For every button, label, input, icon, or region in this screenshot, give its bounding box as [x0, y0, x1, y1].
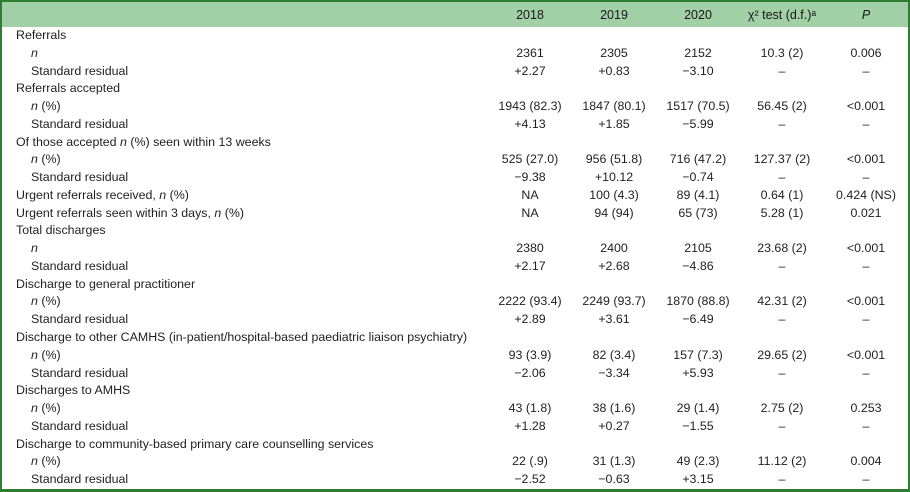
value-cell [572, 222, 656, 240]
value-cell [488, 436, 572, 454]
value-cell: 2305 [600, 45, 628, 60]
value-cell: −9.38 [514, 170, 546, 185]
row-label: n (%) [31, 347, 61, 362]
table-row [2, 98, 908, 116]
value-cell: −2.06 [514, 365, 546, 380]
value-cell [740, 27, 824, 45]
value-cell [572, 276, 656, 294]
row-label: Referrals accepted [16, 81, 120, 96]
value-cell: +2.68 [598, 258, 630, 273]
value-cell: 5.28 (1) [760, 205, 804, 220]
value-cell: −0.74 [682, 170, 714, 185]
table-row [2, 205, 908, 223]
value-cell: 1847 (80.1) [582, 99, 646, 114]
row-label: Discharges to AMHS [16, 383, 131, 398]
table-body [2, 27, 908, 489]
value-cell [824, 382, 908, 400]
value-cell: +10.12 [594, 170, 634, 185]
table-row [2, 80, 908, 98]
value-cell: – [862, 170, 870, 185]
row-label: Discharge to other CAMHS (in-patient/hospital-based paediatric liaison psychiatry) [16, 330, 468, 345]
value-cell: −3.34 [598, 365, 630, 380]
value-cell [488, 134, 572, 152]
value-cell: 0.006 [850, 45, 882, 60]
value-cell: 0.253 [850, 401, 882, 416]
value-cell: −4.86 [682, 258, 714, 273]
value-cell: 10.3 (2) [760, 45, 804, 60]
row-label: Standard residual [31, 472, 129, 487]
value-cell [572, 329, 656, 347]
table-row [2, 382, 908, 400]
row-label: Discharge to community-based primary care counselling services [16, 436, 374, 451]
table-row [2, 240, 908, 258]
row-label: Standard residual [31, 116, 129, 131]
value-cell [656, 276, 740, 294]
value-cell: <0.001 [846, 294, 886, 309]
table-row [2, 222, 908, 240]
value-cell: +2.17 [514, 258, 546, 273]
value-cell: +2.89 [514, 312, 546, 327]
value-cell: 100 (4.3) [589, 187, 639, 202]
value-cell: −2.52 [514, 472, 546, 487]
table-row [2, 134, 908, 152]
value-cell [572, 27, 656, 45]
value-cell [824, 222, 908, 240]
value-cell: – [862, 116, 870, 131]
value-cell: 56.45 (2) [757, 99, 807, 114]
value-cell [824, 276, 908, 294]
value-cell: 94 (94) [594, 205, 634, 220]
value-cell: 29.65 (2) [757, 347, 807, 362]
value-cell: 2105 [684, 241, 712, 256]
row-label: Standard residual [31, 312, 129, 327]
value-cell [740, 329, 824, 347]
value-cell [572, 80, 656, 98]
value-cell: – [778, 170, 786, 185]
value-cell: – [862, 418, 870, 433]
table-row [2, 27, 908, 45]
value-cell: <0.001 [846, 241, 886, 256]
value-cell [488, 329, 572, 347]
value-cell: 525 (27.0) [501, 152, 559, 167]
value-cell: 1870 (88.8) [666, 294, 730, 309]
row-label: Total discharges [16, 223, 106, 238]
value-cell: <0.001 [846, 99, 886, 114]
value-cell [824, 27, 908, 45]
row-label: Discharge to general practitioner [16, 276, 196, 291]
row-label: Standard residual [31, 258, 129, 273]
value-cell: 31 (1.3) [592, 454, 636, 469]
header-row-label-spacer [2, 2, 488, 27]
table-row [2, 347, 908, 365]
row-label: Standard residual [31, 365, 129, 380]
table-row [2, 400, 908, 418]
value-cell: 716 (47.2) [669, 152, 727, 167]
row-label: n [31, 241, 38, 256]
row-label: Standard residual [31, 63, 129, 78]
value-cell: 2400 [600, 241, 628, 256]
value-cell [740, 222, 824, 240]
value-cell [572, 134, 656, 152]
table-row [2, 329, 908, 347]
value-cell: +1.85 [598, 116, 630, 131]
value-cell: 23.68 (2) [757, 241, 807, 256]
value-cell: 65 (73) [678, 205, 718, 220]
value-cell: 2361 [516, 45, 544, 60]
value-cell: – [862, 258, 870, 273]
header-year-2020: 2020 [656, 2, 740, 27]
value-cell: 2249 (93.7) [582, 294, 646, 309]
value-cell: 1943 (82.3) [498, 99, 562, 114]
header-row [2, 2, 908, 27]
value-cell [824, 134, 908, 152]
value-cell: −1.55 [682, 418, 714, 433]
row-label: Standard residual [31, 170, 129, 185]
table-row [2, 293, 908, 311]
table-row [2, 311, 908, 329]
header-year-2019: 2019 [572, 2, 656, 27]
table-row [2, 365, 908, 383]
table-row [2, 453, 908, 471]
value-cell: 2.75 (2) [760, 401, 804, 416]
table-row [2, 436, 908, 454]
value-cell [824, 80, 908, 98]
table-row [2, 169, 908, 187]
row-label: Urgent referrals seen within 3 days, n (%) [16, 205, 244, 220]
value-cell: 11.12 (2) [757, 454, 807, 469]
table-row [2, 258, 908, 276]
value-cell: – [778, 116, 786, 131]
value-cell: 93 (3.9) [508, 347, 552, 362]
value-cell: +0.83 [598, 63, 630, 78]
value-cell: 43 (1.8) [508, 401, 552, 416]
value-cell: +5.93 [682, 365, 714, 380]
row-label: Urgent referrals received, n (%) [16, 187, 189, 202]
header-p-value: P [824, 2, 908, 27]
value-cell: 22 (.9) [512, 454, 548, 469]
value-cell [656, 382, 740, 400]
value-cell: – [778, 312, 786, 327]
value-cell: 38 (1.6) [592, 401, 636, 416]
value-cell: 0.64 (1) [760, 187, 804, 202]
value-cell: – [862, 472, 870, 487]
value-cell [740, 80, 824, 98]
row-label: n (%) [31, 152, 61, 167]
table-row [2, 276, 908, 294]
row-label: n [31, 45, 38, 60]
row-label: n (%) [31, 454, 61, 469]
value-cell: – [778, 418, 786, 433]
value-cell [740, 382, 824, 400]
value-cell: +4.13 [514, 116, 546, 131]
header-year-2018: 2018 [488, 2, 572, 27]
value-cell: NA [521, 187, 539, 202]
value-cell: +3.15 [682, 472, 714, 487]
value-cell: – [778, 63, 786, 78]
value-cell: −6.49 [682, 312, 714, 327]
table-row [2, 151, 908, 169]
value-cell [656, 80, 740, 98]
value-cell: NA [521, 205, 539, 220]
value-cell: 127.37 (2) [753, 152, 811, 167]
value-cell: −5.99 [682, 116, 714, 131]
value-cell [740, 276, 824, 294]
row-label: n (%) [31, 401, 61, 416]
table-row [2, 45, 908, 63]
value-cell [488, 276, 572, 294]
value-cell [824, 329, 908, 347]
row-label: n (%) [31, 294, 61, 309]
value-cell [572, 436, 656, 454]
value-cell: – [778, 258, 786, 273]
table-row [2, 471, 908, 489]
value-cell: – [862, 312, 870, 327]
value-cell: – [862, 63, 870, 78]
referrals-discharges-table [2, 2, 908, 489]
value-cell: +3.61 [598, 312, 630, 327]
value-cell [656, 27, 740, 45]
table-row [2, 116, 908, 134]
row-label: Of those accepted n (%) seen within 13 weeks [16, 134, 271, 149]
value-cell: 49 (2.3) [676, 454, 720, 469]
value-cell [488, 27, 572, 45]
row-label: Referrals [16, 28, 67, 42]
value-cell [488, 382, 572, 400]
value-cell: 0.004 [850, 454, 882, 469]
value-cell [656, 329, 740, 347]
value-cell [656, 134, 740, 152]
value-cell [656, 436, 740, 454]
value-cell: 0.424 (NS) [836, 187, 896, 202]
table-row [2, 418, 908, 436]
value-cell: 82 (3.4) [592, 347, 636, 362]
value-cell: −0.63 [598, 472, 630, 487]
value-cell: <0.001 [846, 347, 886, 362]
value-cell: 956 (51.8) [585, 152, 643, 167]
value-cell: – [862, 365, 870, 380]
value-cell [488, 80, 572, 98]
table-row [2, 63, 908, 81]
value-cell: 157 (7.3) [673, 347, 723, 362]
value-cell: +0.27 [598, 418, 630, 433]
value-cell [488, 222, 572, 240]
value-cell [740, 134, 824, 152]
value-cell: 42.31 (2) [757, 294, 807, 309]
value-cell: 2222 (93.4) [498, 294, 562, 309]
value-cell [572, 382, 656, 400]
value-cell: +1.28 [514, 418, 546, 433]
value-cell: 0.021 [850, 205, 882, 220]
row-label: n (%) [31, 99, 61, 114]
value-cell: – [778, 365, 786, 380]
value-cell: −3.10 [682, 63, 714, 78]
value-cell: 1517 (70.5) [666, 99, 730, 114]
value-cell: <0.001 [846, 152, 886, 167]
value-cell: – [778, 472, 786, 487]
header-chi-square-test: χ² test (d.f.)ᵃ [740, 2, 824, 27]
value-cell: 89 (4.1) [676, 187, 720, 202]
value-cell [656, 222, 740, 240]
row-label: Standard residual [31, 418, 129, 433]
value-cell [740, 436, 824, 454]
value-cell: 2380 [516, 241, 544, 256]
value-cell [824, 436, 908, 454]
value-cell: +2.27 [514, 63, 546, 78]
value-cell: 2152 [684, 45, 712, 60]
table-row [2, 187, 908, 205]
value-cell: 29 (1.4) [676, 401, 720, 416]
